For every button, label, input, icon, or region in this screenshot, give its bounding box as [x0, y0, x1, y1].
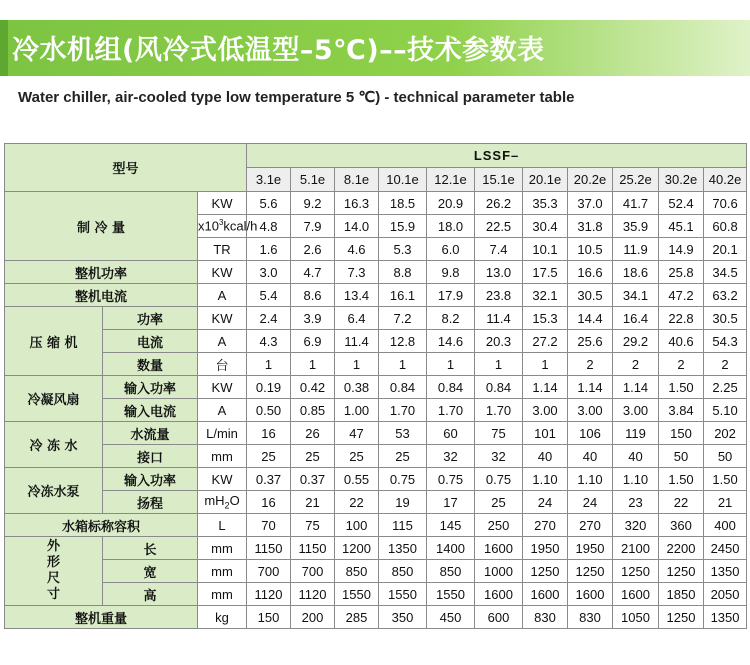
value-cell: 3.00 [613, 399, 659, 422]
value-cell: 7.9 [291, 215, 335, 238]
unit-cell: A [198, 284, 247, 307]
value-cell: 2200 [659, 537, 704, 560]
value-cell: 41.7 [613, 192, 659, 215]
value-cell: 0.19 [247, 376, 291, 399]
value-cell: 40 [613, 445, 659, 468]
value-cell: 47.2 [659, 284, 704, 307]
value-cell: 1850 [659, 583, 704, 606]
model-header-cell: 30.2e [659, 168, 704, 192]
value-cell: 70 [247, 514, 291, 537]
value-cell: 2.4 [247, 307, 291, 330]
value-cell: 25.8 [659, 261, 704, 284]
table-body [5, 144, 747, 629]
value-cell: 8.2 [427, 307, 475, 330]
value-cell: 106 [568, 422, 613, 445]
model-header-cell: 10.1e [379, 168, 427, 192]
value-cell: 400 [704, 514, 747, 537]
value-cell: 60 [427, 422, 475, 445]
value-cell: 1600 [613, 583, 659, 606]
group-label-cooling: 制 冷 量 [5, 192, 198, 261]
value-cell: 100 [335, 514, 379, 537]
value-cell: 40.6 [659, 330, 704, 353]
value-cell: 850 [379, 560, 427, 583]
value-cell: 0.75 [379, 468, 427, 491]
value-cell: 350 [379, 606, 427, 629]
table-row [5, 192, 747, 215]
value-cell: 53 [379, 422, 427, 445]
value-cell: 4.8 [247, 215, 291, 238]
value-cell: 1250 [659, 560, 704, 583]
unit-cell: KW [198, 192, 247, 215]
value-cell: 11.4 [335, 330, 379, 353]
value-cell: 1120 [291, 583, 335, 606]
value-cell: 1950 [523, 537, 568, 560]
value-cell: 830 [568, 606, 613, 629]
table-row [5, 307, 747, 330]
value-cell: 202 [704, 422, 747, 445]
value-cell: 16.3 [335, 192, 379, 215]
table-row [5, 261, 747, 284]
unit-cell: TR [198, 238, 247, 261]
value-cell: 25 [247, 445, 291, 468]
row-label: 输入功率 [103, 376, 198, 399]
value-cell: 0.55 [335, 468, 379, 491]
value-cell: 30.5 [704, 307, 747, 330]
value-cell: 1.70 [427, 399, 475, 422]
value-cell: 700 [247, 560, 291, 583]
value-cell: 15.3 [523, 307, 568, 330]
value-cell: 4.6 [335, 238, 379, 261]
value-cell: 25 [475, 491, 523, 514]
page-subtitle: Water chiller, air-cooled type low temperature 5 ℃) - technical parameter table [18, 89, 575, 106]
value-cell: 9.8 [427, 261, 475, 284]
value-cell: 150 [659, 422, 704, 445]
value-cell: 3.0 [247, 261, 291, 284]
value-cell: 17 [427, 491, 475, 514]
row-label: 电流 [103, 330, 198, 353]
group-label-chilled-water: 冷 冻 水 [5, 422, 103, 468]
value-cell: 0.85 [291, 399, 335, 422]
value-cell: 0.84 [427, 376, 475, 399]
group-label-dimensions: 外形尺寸 [5, 537, 103, 606]
value-cell: 6.0 [427, 238, 475, 261]
unit-cell: A [198, 330, 247, 353]
value-cell: 8.6 [291, 284, 335, 307]
model-header-cell: 5.1e [291, 168, 335, 192]
table-row [5, 491, 747, 514]
value-cell: 9.2 [291, 192, 335, 215]
value-cell: 1600 [568, 583, 613, 606]
value-cell: 23 [613, 491, 659, 514]
table-row [5, 583, 747, 606]
table-row [5, 376, 747, 399]
value-cell: 119 [613, 422, 659, 445]
value-cell: 16.4 [613, 307, 659, 330]
value-cell: 32.1 [523, 284, 568, 307]
value-cell: 22 [659, 491, 704, 514]
value-cell: 22.5 [475, 215, 523, 238]
value-cell: 1350 [704, 560, 747, 583]
value-cell: 0.50 [247, 399, 291, 422]
unit-cell: 台 [198, 353, 247, 376]
model-header-cell: 20.1e [523, 168, 568, 192]
row-label: 扬程 [103, 491, 198, 514]
value-cell: 1.10 [523, 468, 568, 491]
model-header-cell: 25.2e [613, 168, 659, 192]
value-cell: 1.70 [475, 399, 523, 422]
value-cell: 16 [247, 422, 291, 445]
row-label: 整机重量 [5, 606, 198, 629]
value-cell: 20.3 [475, 330, 523, 353]
value-cell: 17.9 [427, 284, 475, 307]
value-cell: 14.4 [568, 307, 613, 330]
value-cell: 850 [335, 560, 379, 583]
unit-exponent: 2 [224, 500, 230, 511]
table-row [5, 514, 747, 537]
unit-text: O [229, 493, 240, 509]
value-cell: 30.5 [568, 284, 613, 307]
value-cell: 1.00 [335, 399, 379, 422]
value-cell: 1250 [523, 560, 568, 583]
unit-cell: KW [198, 376, 247, 399]
row-label: 功率 [103, 307, 198, 330]
value-cell: 75 [475, 422, 523, 445]
value-cell: 270 [568, 514, 613, 537]
unit-cell: kg [198, 606, 247, 629]
row-label: 输入电流 [103, 399, 198, 422]
value-cell: 285 [335, 606, 379, 629]
value-cell: 0.37 [291, 468, 335, 491]
value-cell: 23.8 [475, 284, 523, 307]
value-cell: 1 [291, 353, 335, 376]
value-cell: 16.1 [379, 284, 427, 307]
value-cell: 0.84 [379, 376, 427, 399]
value-cell: 1120 [247, 583, 291, 606]
model-label-cell: 型号 [5, 144, 247, 192]
value-cell: 150 [247, 606, 291, 629]
value-cell: 1950 [568, 537, 613, 560]
value-cell: 145 [427, 514, 475, 537]
value-cell: 50 [659, 445, 704, 468]
value-cell: 45.1 [659, 215, 704, 238]
value-cell: 27.2 [523, 330, 568, 353]
value-cell: 10.5 [568, 238, 613, 261]
table-row [5, 560, 747, 583]
value-cell: 6.4 [335, 307, 379, 330]
value-cell: 360 [659, 514, 704, 537]
value-cell: 60.8 [704, 215, 747, 238]
unit-cell: KW [198, 468, 247, 491]
header-row-series [5, 144, 747, 168]
unit-cell: mm [198, 560, 247, 583]
value-cell: 2.6 [291, 238, 335, 261]
value-cell: 70.6 [704, 192, 747, 215]
page-title: 冷水机组(风冷式低温型–5℃)––技术参数表 [12, 35, 545, 66]
value-cell: 26.2 [475, 192, 523, 215]
value-cell: 26 [291, 422, 335, 445]
value-cell: 2450 [704, 537, 747, 560]
row-label: 水箱标称容积 [5, 514, 198, 537]
group-label-condenser-fan: 冷凝风扇 [5, 376, 103, 422]
value-cell: 3.00 [568, 399, 613, 422]
value-cell: 1600 [475, 583, 523, 606]
value-cell: 2050 [704, 583, 747, 606]
value-cell: 1 [379, 353, 427, 376]
unit-cell: KW [198, 307, 247, 330]
value-cell: 2 [704, 353, 747, 376]
value-cell: 15.9 [379, 215, 427, 238]
row-label: 输入功率 [103, 468, 198, 491]
banner-accent-strip [0, 20, 8, 76]
value-cell: 11.4 [475, 307, 523, 330]
value-cell: 1 [523, 353, 568, 376]
value-cell: 1.10 [613, 468, 659, 491]
table-row [5, 330, 747, 353]
value-cell: 3.00 [523, 399, 568, 422]
value-cell: 850 [427, 560, 475, 583]
row-label: 水流量 [103, 422, 198, 445]
value-cell: 1150 [247, 537, 291, 560]
unit-exponent: 3 [218, 218, 224, 228]
value-cell: 1.70 [379, 399, 427, 422]
model-header-cell: 12.1e [427, 168, 475, 192]
unit-cell: KW [198, 261, 247, 284]
value-cell: 3.84 [659, 399, 704, 422]
value-cell: 12.8 [379, 330, 427, 353]
value-cell: 0.75 [427, 468, 475, 491]
value-cell: 29.2 [613, 330, 659, 353]
value-cell: 17.5 [523, 261, 568, 284]
value-cell: 1350 [704, 606, 747, 629]
value-cell: 40 [523, 445, 568, 468]
value-cell: 2 [613, 353, 659, 376]
model-header-cell: 3.1e [247, 168, 291, 192]
row-label: 整机电流 [5, 284, 198, 307]
unit-cell: mm [198, 537, 247, 560]
value-cell: 0.38 [335, 376, 379, 399]
value-cell: 1 [335, 353, 379, 376]
value-cell: 14.9 [659, 238, 704, 261]
unit-text: mH [204, 493, 225, 509]
unit-cell: L [198, 514, 247, 537]
value-cell: 20.1 [704, 238, 747, 261]
value-cell: 1.10 [568, 468, 613, 491]
unit-cell: A [198, 399, 247, 422]
title-banner [0, 20, 750, 76]
value-cell: 18.5 [379, 192, 427, 215]
table-row [5, 284, 747, 307]
value-cell: 1250 [659, 606, 704, 629]
value-cell: 1.14 [613, 376, 659, 399]
value-cell: 1400 [427, 537, 475, 560]
value-cell: 8.8 [379, 261, 427, 284]
unit-text: x10 [198, 218, 219, 234]
value-cell: 25 [291, 445, 335, 468]
unit-cell [198, 215, 258, 238]
value-cell: 200 [291, 606, 335, 629]
value-cell: 101 [523, 422, 568, 445]
value-cell: 11.9 [613, 238, 659, 261]
row-label: 高 [103, 583, 198, 606]
value-cell: 1550 [427, 583, 475, 606]
table-row [5, 445, 747, 468]
value-cell: 6.9 [291, 330, 335, 353]
value-cell: 1 [247, 353, 291, 376]
value-cell: 1150 [291, 537, 335, 560]
value-cell: 1.14 [523, 376, 568, 399]
group-label-compressor: 压 缩 机 [5, 307, 103, 376]
value-cell: 35.9 [613, 215, 659, 238]
value-cell: 4.3 [247, 330, 291, 353]
model-header-cell: 40.2e [704, 168, 747, 192]
value-cell: 54.3 [704, 330, 747, 353]
value-cell: 2.25 [704, 376, 747, 399]
model-header-cell: 8.1e [335, 168, 379, 192]
value-cell: 1.50 [704, 468, 747, 491]
series-label-cell: LSSF– [247, 144, 747, 168]
table-row [5, 468, 747, 491]
value-cell: 5.4 [247, 284, 291, 307]
value-cell: 1550 [379, 583, 427, 606]
value-cell: 250 [475, 514, 523, 537]
value-cell: 1 [475, 353, 523, 376]
value-cell: 14.0 [335, 215, 379, 238]
value-cell: 4.7 [291, 261, 335, 284]
value-cell: 1250 [613, 560, 659, 583]
value-cell: 13.0 [475, 261, 523, 284]
unit-cell: L/min [198, 422, 247, 445]
value-cell: 25 [379, 445, 427, 468]
table-row [5, 399, 747, 422]
row-label: 接口 [103, 445, 198, 468]
value-cell: 1550 [335, 583, 379, 606]
unit-cell: mm [198, 583, 247, 606]
value-cell: 0.75 [475, 468, 523, 491]
value-cell: 830 [523, 606, 568, 629]
value-cell: 0.37 [247, 468, 291, 491]
value-cell: 30.4 [523, 215, 568, 238]
value-cell: 40 [568, 445, 613, 468]
value-cell: 24 [568, 491, 613, 514]
model-header-cell: 20.2e [568, 168, 613, 192]
value-cell: 22.8 [659, 307, 704, 330]
value-cell: 7.4 [475, 238, 523, 261]
value-cell: 21 [291, 491, 335, 514]
table-row [5, 537, 747, 560]
value-cell: 1600 [475, 537, 523, 560]
value-cell: 14.6 [427, 330, 475, 353]
group-label-chilled-pump: 冷冻水泵 [5, 468, 103, 514]
value-cell: 1050 [613, 606, 659, 629]
value-cell: 1200 [335, 537, 379, 560]
unit-cell [198, 491, 247, 514]
value-cell: 450 [427, 606, 475, 629]
value-cell: 75 [291, 514, 335, 537]
value-cell: 16.6 [568, 261, 613, 284]
value-cell: 1350 [379, 537, 427, 560]
value-cell: 52.4 [659, 192, 704, 215]
value-cell: 24 [523, 491, 568, 514]
value-cell: 1.6 [247, 238, 291, 261]
value-cell: 16 [247, 491, 291, 514]
table-row [5, 606, 747, 629]
value-cell: 5.10 [704, 399, 747, 422]
value-cell: 2 [659, 353, 704, 376]
unit-text: kcal/h [223, 218, 258, 234]
row-label: 长 [103, 537, 198, 560]
value-cell: 1600 [523, 583, 568, 606]
value-cell: 47 [335, 422, 379, 445]
value-cell: 20.9 [427, 192, 475, 215]
value-cell: 1 [427, 353, 475, 376]
value-cell: 5.6 [247, 192, 291, 215]
value-cell: 2 [568, 353, 613, 376]
value-cell: 18.0 [427, 215, 475, 238]
table-row [5, 422, 747, 445]
value-cell: 1000 [475, 560, 523, 583]
value-cell: 21 [704, 491, 747, 514]
value-cell: 10.1 [523, 238, 568, 261]
value-cell: 31.8 [568, 215, 613, 238]
value-cell: 18.6 [613, 261, 659, 284]
value-cell: 50 [704, 445, 747, 468]
value-cell: 600 [475, 606, 523, 629]
parameter-table [4, 143, 747, 629]
value-cell: 2100 [613, 537, 659, 560]
value-cell: 13.4 [335, 284, 379, 307]
value-cell: 7.2 [379, 307, 427, 330]
value-cell: 34.1 [613, 284, 659, 307]
unit-cell: mm [198, 445, 247, 468]
value-cell: 320 [613, 514, 659, 537]
value-cell: 25.6 [568, 330, 613, 353]
value-cell: 700 [291, 560, 335, 583]
value-cell: 1.50 [659, 468, 704, 491]
value-cell: 34.5 [704, 261, 747, 284]
value-cell: 115 [379, 514, 427, 537]
value-cell: 25 [335, 445, 379, 468]
value-cell: 32 [475, 445, 523, 468]
value-cell: 1.50 [659, 376, 704, 399]
value-cell: 1.14 [568, 376, 613, 399]
value-cell: 3.9 [291, 307, 335, 330]
row-label: 数量 [103, 353, 198, 376]
value-cell: 1250 [568, 560, 613, 583]
model-header-cell: 15.1e [475, 168, 523, 192]
value-cell: 35.3 [523, 192, 568, 215]
value-cell: 32 [427, 445, 475, 468]
row-label: 宽 [103, 560, 198, 583]
value-cell: 0.42 [291, 376, 335, 399]
value-cell: 19 [379, 491, 427, 514]
value-cell: 0.84 [475, 376, 523, 399]
table-row [5, 353, 747, 376]
row-label: 整机功率 [5, 261, 198, 284]
value-cell: 270 [523, 514, 568, 537]
value-cell: 5.3 [379, 238, 427, 261]
value-cell: 37.0 [568, 192, 613, 215]
value-cell: 7.3 [335, 261, 379, 284]
value-cell: 63.2 [704, 284, 747, 307]
value-cell: 22 [335, 491, 379, 514]
